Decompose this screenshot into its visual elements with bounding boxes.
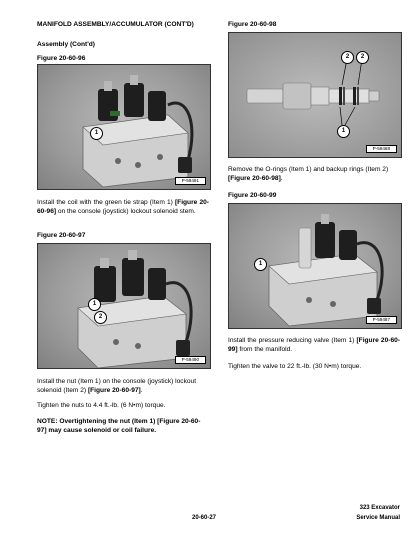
section-title: MANIFOLD ASSEMBLY/ACCUMULATOR (CONT'D) <box>37 21 194 28</box>
subheading: Assembly (Cont'd) <box>37 41 95 48</box>
figure-98-callout-2a: 2 <box>341 51 354 64</box>
para-install-coil-text: Install the coil with the green tie strap (Item 1) <box>37 199 175 206</box>
solenoid-illustration <box>38 244 210 368</box>
footer-page-number: 20-60-27 <box>192 515 217 521</box>
note-overtightening: NOTE: Overtightening the nut (Item 1) [Figure 20-60-97] may cause solenoid or coil failure. <box>37 418 201 434</box>
para-install-nut-text: Install the nut (Item 1) on the console (joystick) lockout solenoid (Item 2) <box>37 378 197 394</box>
valve-illustration <box>229 33 401 157</box>
figure-96-photo <box>37 64 211 190</box>
figure-99-photo <box>228 203 402 329</box>
para-valve-torque: Tighten the valve to 22 ft.-lb. (30 N•m) torque. <box>228 363 362 370</box>
para-install-pressure-valve-figref: [Figure 20-60-99] <box>228 337 400 353</box>
para-nut-torque: Tighten the nuts to 4.4 ft.-lb. (6 N•m) torque. <box>37 402 166 409</box>
figure-97-callout-2: 2 <box>94 311 107 324</box>
para-remove-orings-text: Remove the O-rings (Item 1) and backup rings (Item 2) <box>228 166 389 173</box>
para-install-coil-text-end: on the console (joystick) lockout solenoid stem. <box>56 207 196 215</box>
para-install-coil-figref: [Figure 20-60-96] <box>37 199 209 215</box>
footer-manual: Service Manual <box>356 515 400 521</box>
para-install-pressure-valve-text-end: from the manifold. <box>237 345 293 353</box>
para-remove-orings-text-end: . <box>280 174 283 182</box>
figure-97-photo <box>37 243 211 369</box>
figure-96-callout-1: 1 <box>90 127 103 140</box>
para-remove-orings-figref: [Figure 20-60-98] <box>228 174 281 182</box>
para-install-pressure-valve-text: Install the pressure reducing valve (Item 1) <box>228 337 357 344</box>
para-install-coil <box>37 199 209 216</box>
figure-98-photo-tag: P-59488 <box>366 145 397 153</box>
figure-98-photo <box>228 32 402 158</box>
manifold-illustration <box>38 65 210 189</box>
para-install-nut-figref: [Figure 20-60-97] <box>87 386 141 394</box>
para-install-nut-text-end: . <box>140 386 143 394</box>
figure-96-photo-tag: P-59491 <box>175 177 206 185</box>
footer-model: 323 Excavator <box>359 505 400 511</box>
figure-96-label: Figure 20-60-96 <box>37 55 86 62</box>
figure-98-label: Figure 20-60-98 <box>228 21 277 28</box>
figure-99-label: Figure 20-60-99 <box>228 192 277 199</box>
figure-97-label: Figure 20-60-97 <box>37 232 86 239</box>
figure-97-callout-1: 1 <box>88 298 101 311</box>
figure-97-photo-tag: P-59490 <box>175 356 206 364</box>
figure-99-photo-tag: P-59487 <box>366 316 397 324</box>
figure-98-callout-1: 1 <box>337 125 350 138</box>
para-remove-orings <box>228 166 400 183</box>
para-install-nut <box>37 378 209 395</box>
figure-99-callout-1: 1 <box>254 258 267 271</box>
para-install-pressure-valve <box>228 337 400 354</box>
figure-98-callout-2b: 2 <box>356 51 369 64</box>
